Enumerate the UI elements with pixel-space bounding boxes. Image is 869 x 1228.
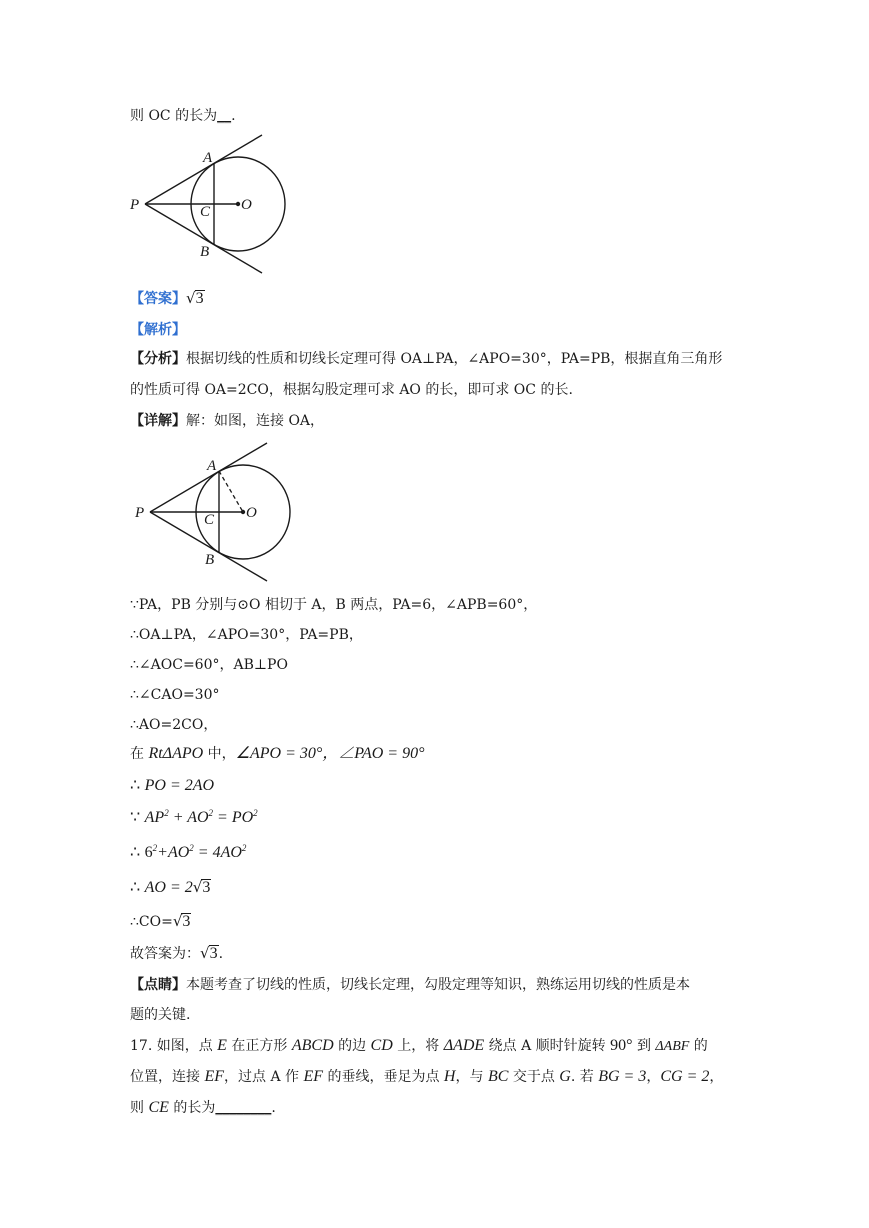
center-point (236, 202, 240, 206)
q17-3-text-b: 的长为 (168, 1100, 216, 1116)
math-3-equation (145, 809, 258, 826)
math-2-symbol: ∴ (130, 777, 141, 794)
final-radicand: 3 (209, 945, 218, 962)
math-1-triangle: RtΔAPO (148, 745, 204, 762)
q17-cd: CD (370, 1037, 393, 1054)
math-4-sq-2: 2 (189, 843, 194, 853)
math-4-rhs: = 4AO (193, 844, 242, 861)
xiangjie-tag: 【详解】 (130, 413, 186, 429)
label-o-2: O (246, 505, 257, 521)
math-1-prefix: 在 (130, 746, 149, 762)
math-6-text: ∴CO= (130, 914, 173, 930)
q17-2-text-c: 的垂线，垂足为点 (323, 1069, 444, 1085)
q17-ef-2: EF (303, 1068, 324, 1085)
math-4-ao: +AO (157, 844, 190, 861)
label-p: P (130, 197, 140, 213)
math-4-symbol: ∴ (130, 844, 141, 861)
q17-text-d: 上，将 (392, 1038, 444, 1054)
figure-tangent-circle-1 (125, 130, 295, 280)
q17-e: E (217, 1037, 227, 1054)
math-line-1 (130, 744, 425, 764)
fenxi-line-1 (130, 349, 722, 369)
tangent-pa (145, 135, 262, 204)
q17-2-text-b: ，过点 A 作 (224, 1069, 304, 1085)
math-3-sq-1: 2 (164, 808, 169, 818)
math-6-radicand: 3 (182, 913, 191, 930)
q17-2-text-d: ，与 (455, 1069, 488, 1085)
math-5-equation: AO = 2 (144, 879, 193, 896)
math-5-radicand: 3 (202, 879, 211, 896)
q17-abf: ΔABF (655, 1039, 690, 1054)
q17-2-text-e: 交于点 (508, 1069, 560, 1085)
answer-line (130, 288, 205, 309)
math-2-equation: PO = 2AO (144, 777, 215, 794)
figure-tangent-circle-2 (130, 438, 300, 588)
q17-text-c: 的边 (333, 1038, 371, 1054)
q17-3-text-a: 则 (130, 1100, 149, 1116)
math-3-ao: + AO (168, 809, 209, 826)
xiangjie-text: 解：如图，连接 OA， (186, 413, 325, 429)
math-4-sq-3: 2 (241, 843, 247, 853)
q17-2-text-a: 位置，连接 (130, 1069, 205, 1085)
math-3-ap: AP (144, 809, 165, 826)
math-6-sqrt: √3 (172, 912, 191, 930)
label-p-2: P (135, 505, 145, 521)
final-answer-line (130, 943, 223, 964)
q17-ade: ΔADE (443, 1037, 485, 1054)
math-3-sq-3: 2 (253, 808, 258, 818)
math-5-symbol: ∴ (130, 879, 141, 896)
q17-2-text-h: ， (709, 1069, 724, 1085)
center-point-2 (241, 510, 245, 514)
answer-tag: 【答案】 (130, 291, 186, 307)
label-c: C (200, 204, 211, 220)
label-a-2: A (207, 458, 217, 474)
answer-radicand: 3 (195, 290, 204, 307)
label-a: A (203, 150, 213, 166)
q17-text-a: 17. 如图，点 (130, 1038, 218, 1054)
q17-cg: CG = 2 (660, 1068, 710, 1085)
step-1: ∵PA，PB 分别与⊙O 相切于 A，B 两点，PA=6，∠APB=60°， (130, 597, 538, 613)
q17-abcd: ABCD (291, 1037, 334, 1054)
final-sqrt: √3 (200, 944, 218, 962)
final-end: . (218, 946, 224, 962)
fenxi-line-2: 的性质可得 OA=2CO，根据勾股定理可求 AO 的长，即可求 OC 的长. (130, 382, 573, 398)
step-2: ∴OA⊥PA，∠APO=30°，PA=PB， (130, 627, 363, 643)
q17-2-text-f: . 若 (570, 1069, 599, 1085)
answer-value: √3 (186, 289, 204, 307)
xiangjie-line (130, 411, 324, 431)
question-tail (130, 106, 236, 126)
q17-ef: EF (204, 1068, 224, 1085)
math-4-six: 6 (144, 844, 153, 861)
math-4-equation (145, 844, 247, 861)
q17-bc: BC (487, 1068, 509, 1085)
math-3-symbol: ∵ (130, 809, 141, 826)
step-5: ∴AO=2CO， (130, 717, 218, 733)
q17-answer-blank: ________ (215, 1100, 272, 1116)
label-b: B (200, 244, 210, 260)
dianjing-line-2: 题的关键. (130, 1007, 191, 1023)
q17-ce: CE (148, 1099, 169, 1116)
q17-text-e: 绕点 A 顺时针旋转 (484, 1038, 611, 1054)
answer-blank: __ (217, 108, 232, 124)
q17-line-1 (130, 1036, 708, 1057)
question-tail-text: 则 OC 的长为 (130, 108, 218, 124)
math-line-3 (130, 808, 258, 828)
math-line-2 (130, 776, 214, 796)
math-5-sqrt: √3 (192, 878, 211, 896)
math-line-4 (130, 843, 246, 863)
q17-text-b: 在正方形 (226, 1038, 292, 1054)
question-tail-end: . (231, 108, 236, 124)
math-1-equation: ∠APO = 30°，∠PAO = 90° (235, 745, 425, 762)
q17-g: G (559, 1068, 571, 1085)
math-3-sq-2: 2 (208, 808, 214, 818)
tangent-pa-2 (150, 443, 267, 512)
q17-line-2 (130, 1067, 723, 1087)
step-3: ∴∠AOC=60°，AB⊥PO (130, 657, 288, 673)
segment-oa-dashed (219, 471, 243, 512)
fenxi-tag: 【分析】 (130, 351, 186, 367)
q17-deg: 90° (610, 1037, 633, 1054)
math-line-6 (130, 911, 191, 932)
q17-2-text-g: ， (646, 1069, 661, 1085)
label-o: O (241, 197, 252, 213)
q17-text-f: 到 (632, 1038, 656, 1054)
q17-3-end: . (271, 1100, 276, 1116)
dianjing-tag: 【点睛】 (130, 977, 186, 993)
dianjing-text-1: 本题考查了切线的性质，切线长定理，勾股定理等知识，熟练运用切线的性质是本 (186, 977, 690, 993)
label-b-2: B (205, 552, 215, 568)
final-prefix: 故答案为： (130, 946, 200, 962)
math-1-mid: 中， (203, 746, 236, 762)
label-c-2: C (204, 512, 215, 528)
math-4-sq-1: 2 (152, 843, 158, 853)
q17-bg: BG = 3 (598, 1068, 647, 1085)
math-line-5 (130, 877, 211, 898)
step-4: ∴∠CAO=30° (130, 687, 220, 703)
q17-text-g: 的 (689, 1038, 708, 1054)
dianjing-line-1 (130, 975, 690, 995)
q17-h: H (443, 1068, 456, 1085)
math-3-po: = PO (213, 809, 254, 826)
q17-line-3 (130, 1098, 276, 1118)
analysis-tag: 【解析】 (130, 322, 186, 338)
fenxi-text-1: 根据切线的性质和切线长定理可得 OA⊥PA，∠APO=30°，PA=PB，根据直角三角形 (186, 351, 723, 367)
